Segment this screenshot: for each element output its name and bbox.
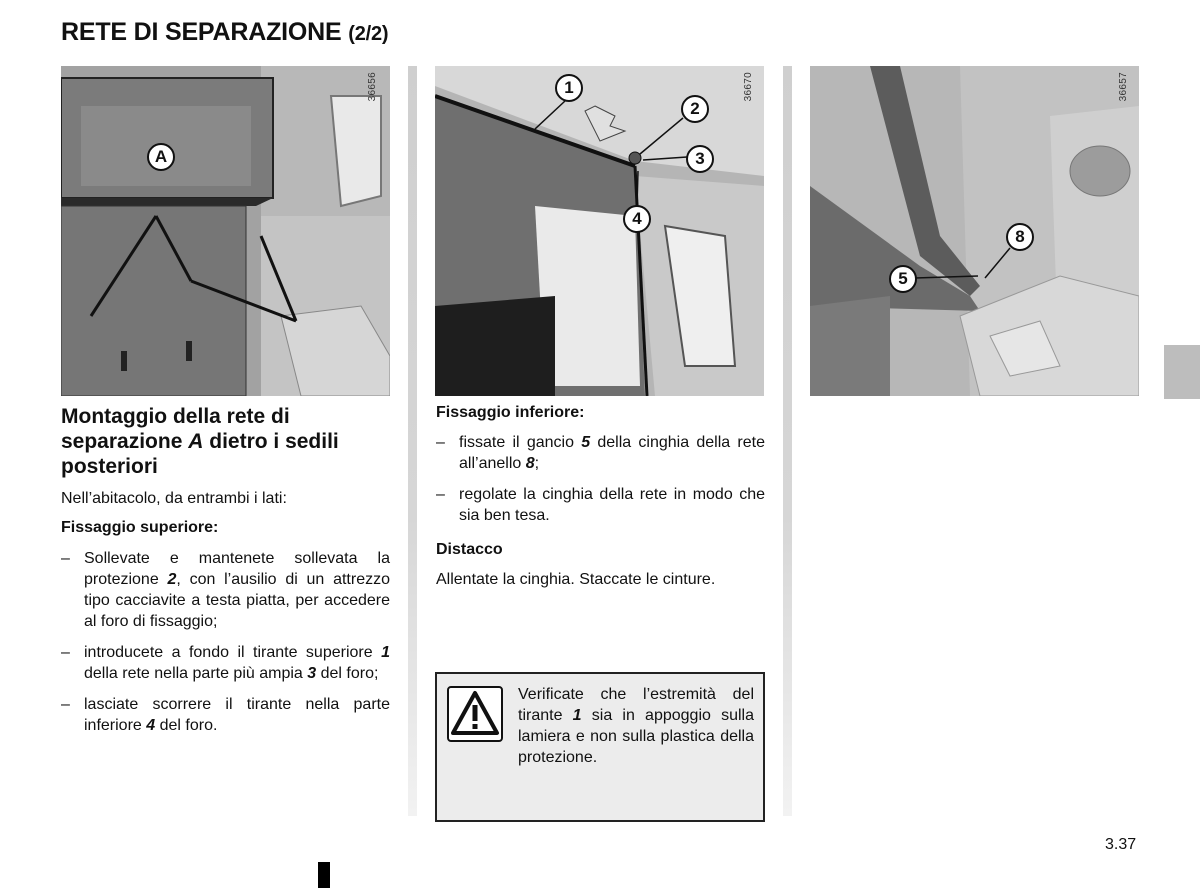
- list-item: – fissate il gancio 5 della cinghia della rete all’anello 8;: [436, 432, 765, 474]
- figure-top-fixing: [435, 66, 764, 396]
- intro-text: Nell’abitacolo, da entrambi i lati:: [61, 490, 287, 507]
- list-item: – regolate la cinghia della rete in modo che sia ben tesa.: [436, 484, 765, 526]
- list-item: – Sollevate e mantenete sollevata la protezione 2, con l’ausilio di un attrezzo tipo cacciavite a testa piatta, per accedere al foro di fissaggio;: [61, 548, 390, 632]
- callout-3: 3: [686, 145, 714, 173]
- figure-ref-number: 36657: [1118, 72, 1129, 102]
- lower-fixing-list: [436, 432, 765, 526]
- list-item: – lasciate scorrere il tirante nella parte inferiore 4 del foro.: [61, 694, 390, 736]
- column-2-text: [436, 402, 765, 590]
- figure-rear-net: [61, 66, 390, 396]
- warning-box: [435, 672, 765, 822]
- column-1-text: [61, 404, 390, 746]
- figure-ref-number: 36656: [367, 72, 378, 102]
- binding-mark: [318, 862, 330, 888]
- subheading-lower: Fissaggio inferiore:: [436, 404, 585, 421]
- warning-triangle-icon: [447, 686, 503, 742]
- callout-8: 8: [1006, 223, 1034, 251]
- callout-4: 4: [623, 205, 651, 233]
- figure-rear-net-illustration: [61, 66, 390, 396]
- column-separator-1: [408, 66, 417, 816]
- distacco-heading: Distacco: [436, 541, 503, 558]
- figure-top-fixing-illustration: [435, 66, 764, 396]
- section-heading: Montaggio della rete di separazione A dietro i sedili posteriori: [61, 405, 339, 478]
- callout-5: 5: [889, 265, 917, 293]
- upper-fixing-list: [61, 548, 390, 736]
- distacco-text: Allentate la cinghia. Staccate le cinture.: [436, 571, 716, 588]
- page-title: [61, 18, 388, 47]
- column-separator-2: [783, 66, 792, 816]
- figure-bottom-fixing: [810, 66, 1139, 396]
- callout-2: 2: [681, 95, 709, 123]
- page-title-sub: (2/2): [348, 23, 389, 45]
- list-item: – introducete a fondo il tirante superiore 1 della rete nella parte più ampia 3 del foro;: [61, 642, 390, 684]
- figure-bottom-fixing-illustration: [810, 66, 1139, 396]
- warning-text: Verificate che l’estremità del tirante 1 sia in appoggio sulla lamiera e non sulla plastica della protezione.: [518, 686, 755, 766]
- subheading-upper: Fissaggio superiore:: [61, 519, 219, 536]
- page-title-main: RETE DI SEPARAZIONE: [61, 18, 342, 46]
- page-number: 3.37: [1105, 836, 1137, 853]
- callout-a: A: [147, 143, 175, 171]
- figure-ref-number: 36670: [743, 72, 754, 102]
- callout-1: 1: [555, 74, 583, 102]
- section-tab: [1164, 345, 1200, 399]
